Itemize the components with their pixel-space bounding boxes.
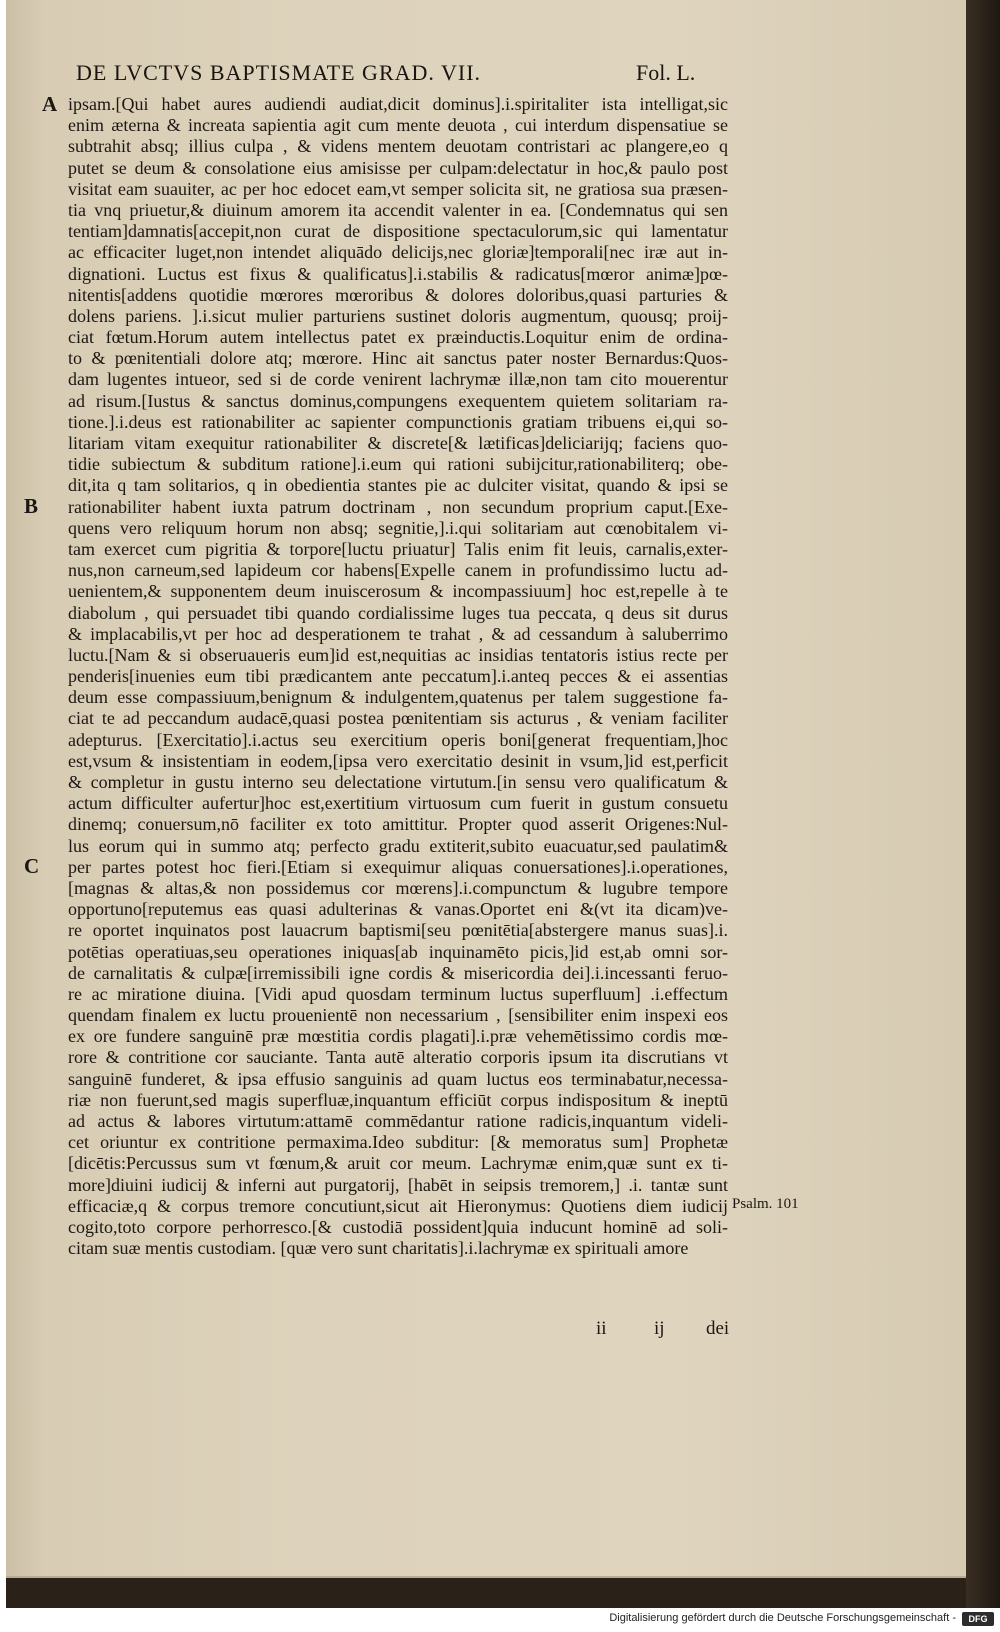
signature-mark: ii — [596, 1318, 607, 1339]
text-line: de carnalitatis & culpæ[irremissibili igne cordis & misericordia dei].i.incessanti feruo- — [68, 962, 728, 983]
footer-bar — [0, 1608, 1000, 1632]
text-line: ex ore fundere sanguinē præ mœstitia cordis plagati].i.præ vehemētissimo cordis mœ- — [68, 1026, 728, 1047]
text-line: tidie subiectum & subditum ratione].i.eum qui rationi subijcitur,rationabiliterq; obe- — [68, 454, 728, 475]
text-line: sanguinē funderet, & ipsa effusio sanguinis ad quam luctus eos terminabatur,necessa- — [68, 1068, 728, 1089]
text-line: actum difficulter aufertur]hoc est,exertitium virtuosum cum fuerit in gustum consuetu — [68, 793, 728, 814]
text-line: ciat fœtum.Horum autem intellectus patet ex præinductis.Loquitur enim de ordina- — [68, 327, 728, 348]
text-line: per partes potest hoc fieri.[Etiam si exequimur aliquas conuersationes].i.operationes, — [68, 856, 728, 877]
text-line: cet oriuntur ex contritione permaxima.Ideo subditur: [& memoratus sum] Prophetæ — [68, 1132, 728, 1153]
text-line: tia vnq priuetur,& diuinum amorem ita accendit valenter in ea. [Condemnatus qui sen — [68, 199, 728, 220]
text-line: dignationi. Luctus est fixus & qualificatus].i.stabilis & radicatus[mœror animæ]pœ- — [68, 263, 728, 284]
text-line: re oportet inquinatos post lauacrum baptismi[seu pœnitētia[abstergere manus suas].i. — [68, 920, 728, 941]
text-line: ipsam.[Qui habet aures audiendi audiat,dicit dominus].i.spiritaliter ista intelligat,sic — [68, 94, 728, 114]
text-line: luctu.[Nam & si obseruaueris eum]id est,nequitias ac insidias tentatoris istius recte per — [68, 644, 728, 665]
page-paper — [6, 0, 968, 1578]
text-line: ad risum.[Iustus & sanctus dominus,compungens exequentem quietem solitariam ra- — [68, 390, 728, 411]
text-line: diabolum , qui persuadet tibi quando cordialissime luges tua peccata, q deus sit durus — [68, 602, 728, 623]
page-scan — [6, 0, 1000, 1608]
text-line: putet se deum & consolatione eius amisisse per culpam:delectatur in hoc,& paulo post — [68, 157, 728, 178]
text-line: dam lugentes intueor, sed si de corde venirent lachrymæ illæ,non tam cito mouerentur — [68, 369, 728, 390]
section-marker-c: C — [24, 854, 40, 878]
page-edge-shadow — [966, 0, 1000, 1608]
text-line: lus eorum qui in summo atq; perfecto gradu extiterit,subito euacuatur,sed paulatim& — [68, 835, 728, 856]
text-line: cogito,toto corpore perhorresco.[& custodiā possident]quia inducunt hominē ad soli- — [68, 1216, 728, 1237]
text-line: re ac miratione diuina. [Vidi apud quosdam terminum luctus superfluum] .i.effectum — [68, 983, 728, 1004]
text-line: riæ non fuerunt,sed magis superfluæ,inquantum efficiūt corpus indispositum & ineptū — [68, 1089, 728, 1110]
text-line: subtrahit absq; illius culpa , & videns mentem deuotam contristari ac plangere,eo q — [68, 136, 728, 157]
text-line: efficaciæ,q & corpus tremore concutiunt,sicut ait Hieronymus: Quotiens diem iudicij — [68, 1195, 728, 1216]
text-line: ciat te ad peccandum audacē,quasi postea pœnitentiam sis acturus , & veniam faciliter — [68, 708, 728, 729]
text-line: dinemq; conuersum,nō faciliter ex toto amittitur. Propter quod asserit Origenes:Nul- — [68, 814, 728, 835]
folio-number: Fol. L. — [636, 60, 696, 85]
text-line: visitat eam suauiter, ac per hoc edocet eam,vt semper solicita sit, ne gratiosa sua præsen- — [68, 178, 728, 199]
text-line: tentiam]damnatis[accepit,non curat de dispositione spectaculorum,sic qui lamentatur — [68, 221, 728, 242]
text-line: [dicētis:Percussus sum vt fœnum,& aruit cor meum. Lachrymæ enim,quæ sunt ex ti- — [68, 1153, 728, 1174]
dfg-logo: DFG — [962, 1612, 994, 1626]
text-line: tione.].i.deus est rationabiliter ac sapienter compunctionis gratiam tribuens ei,qui so- — [68, 411, 728, 432]
text-line: more]diuini iudicij & inferni aut purgatorij, [habēt in seipsis tremorem,] .i. tantæ sunt — [68, 1174, 728, 1195]
text-line: nus,non carneum,sed lapideum cor habens[Expelle canem in profundissimo luctu ad- — [68, 560, 728, 581]
text-line: uenientem,& supponentem deum inuiscerosum & incompassiuum] hoc est,repelle à te — [68, 581, 728, 602]
text-line: rore & contritione cor sauciante. Tanta autē alteratio corporis ipsum ita discrutians vt — [68, 1047, 728, 1068]
text-line: penderis[inuenies eum tibi prædicantem ante peccatum].i.anteq pecces & ei assentias — [68, 666, 728, 687]
text-line: tam exercet cum pigritia & torpore[luctu priuatur] Talis enim fit leuis, carnalis,exter- — [68, 538, 728, 559]
text-line: enim æterna & increata sapientia agit cum mente deuota , cui interdum dispensatiue se — [68, 115, 728, 136]
body-text — [68, 94, 728, 1259]
section-marker-a: A — [42, 92, 58, 116]
text-line: quens vero reliquum horum non absq; segnitie,].i.qui solitariam aut cœnobitalem vi- — [68, 517, 728, 538]
text-line: & implacabilis,vt per hoc ad desperationem te trahat , & ad cessandum à saluberrimo — [68, 623, 728, 644]
text-line: ac efficaciter luget,non intendet aliquādo delicijs,nec gloriæ]temporali[nec iræ aut in- — [68, 242, 728, 263]
text-line: quendam finalem ex luctu prouenientē non necessarium , [sensibiliter enim inspexi eos — [68, 1005, 728, 1026]
text-line: citam suæ mentis custodiam. [quæ vero sunt charitatis].i.lachrymæ ex spirituali amore — [68, 1238, 689, 1259]
text-line: dolens pariens. ].i.sicut mulier parturiens sustinet doloris augmentum, quousq; proij- — [68, 305, 728, 326]
text-line: deum esse compassiuum,benignum & indulgentem,quatenus per talem suggestione fa- — [68, 687, 728, 708]
text-line: dit,ita q tam solitarios, q in obedientia stantes pie ac dulciter visitat, quando & ipsi se — [68, 475, 728, 496]
text-line: nitentis[addens quotidie mœrores mœroribus & dolores doloribus,quasi parturies & — [68, 284, 728, 305]
text-line: ad actus & labores virtutum:attamē commēdantur ratione radicis,inquantum videli- — [68, 1111, 728, 1131]
signature-mark-secondary: ij — [654, 1318, 665, 1339]
text-line: [magnas & altas,& non possidemus cor mœrens].i.compunctum & lugubre tempore — [68, 877, 728, 898]
text-line: potētias operatiuas,seu operationes iniquas[ab inquinamēto picis,]id est,ab omni sor- — [68, 941, 728, 962]
section-marker-b: B — [24, 494, 39, 518]
funding-credit: Digitalisierung gefördert durch die Deutsche Forschungsgemeinschaft - — [609, 1612, 956, 1624]
margin-note: Psalm. 101 — [732, 1196, 799, 1212]
running-title: DE LVCTVS BAPTISMATE GRAD. VII. — [76, 60, 482, 85]
text-line: litariam vitam exequitur rationabiliter & discrete[& lætificas]deliciarijq; faciens quo- — [68, 433, 728, 453]
text-line: adepturus. [Exercitatio].i.actus seu exercitium operis boni[generat frequentiam,]hoc — [68, 729, 728, 750]
catchword: dei — [706, 1318, 730, 1339]
text-line: opportuno[reputemus eas quasi adulterinas & vanas.Oportet eni &(vt ita dicam)ve- — [68, 899, 728, 920]
text-line: est,vsum & insistentiam in eodem,[ipsa vero exercitatio desinit in vsum,]id est,perficit — [68, 750, 728, 771]
text-line: & completur in gustu interno seu delectatione virtutum.[in sensu vero qualificatum & — [68, 772, 728, 792]
text-line: rationabiliter habent iuxta patrum doctrinam , non secundum proprium caput.[Exe- — [68, 496, 728, 517]
text-line: to & pœnitentiali dolore atq; mœrore. Hinc ait sanctus pater noster Bernardus:Quos- — [68, 348, 728, 369]
